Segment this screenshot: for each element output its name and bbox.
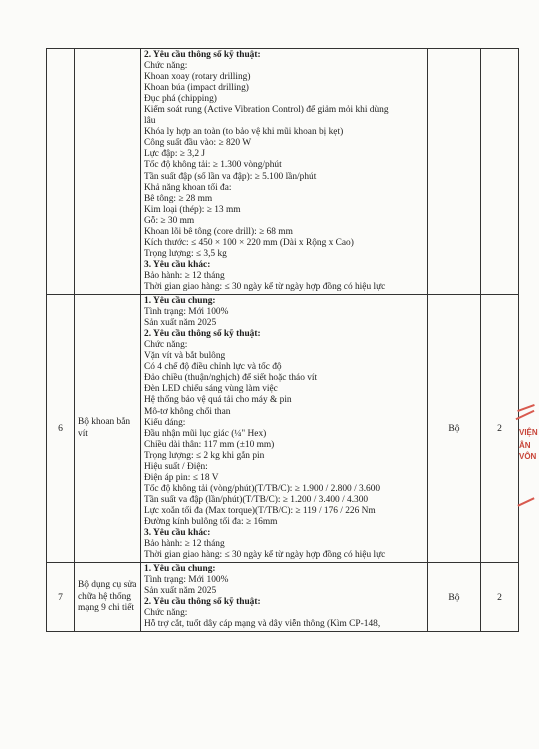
red-seal-stamp <box>511 395 538 535</box>
spec-line: Vặn vít và bắt bulông <box>144 351 226 362</box>
specification-table <box>46 48 519 632</box>
spec-line: Khoan xoay (rotary drilling) <box>144 72 251 83</box>
row-number: 6 <box>58 423 63 435</box>
quantity-value: 2 <box>497 591 502 603</box>
spec-line: Sản xuất năm 2025 <box>144 586 217 597</box>
spec-line: Khả năng khoan tối đa: <box>144 182 232 193</box>
spec-line: Đảo chiều (thuận/nghịch) để siết hoặc tháo vít <box>144 373 318 384</box>
spec-line: Tần suất va đập (lần/phút)(T/TB/C): ≥ 1.200 / 3.400 / 4.300 <box>144 494 369 505</box>
row-number-cell <box>47 295 75 563</box>
section-heading: 2. Yêu cầu thông số kỹ thuật: <box>144 597 261 608</box>
spec-line: Tốc độ không tải (vòng/phút)(T/TB/C): ≥ 1.900 / 2.800 / 3.600 <box>144 483 381 494</box>
spec-line: Công suất đầu vào: ≥ 820 W <box>144 138 252 149</box>
spec-line: Lực xoắn tối đa (Max torque)(T/TB/C): ≥ 119 / 176 / 226 Nm <box>144 505 376 516</box>
unit-value: Bộ <box>448 591 460 603</box>
item-name-cell <box>75 563 141 632</box>
quantity-value: 2 <box>497 423 502 435</box>
section-heading: 3. Yêu cầu khác: <box>144 259 211 270</box>
spec-line: Gỗ: ≥ 30 mm <box>144 215 195 226</box>
spec-line: Chức năng: <box>144 340 188 351</box>
spec-line: Hiệu suất / Điện: <box>144 461 208 472</box>
spec-line: Chiều dài thân: 117 mm (±10 mm) <box>144 439 275 450</box>
spec-line: Tình trạng: Mới 100% <box>144 575 229 586</box>
seal-text: VIỆN <box>519 428 538 437</box>
row-number-cell <box>47 563 75 632</box>
spec-line: Điện áp pin: ≤ 18 V <box>144 472 219 483</box>
row-number: 7 <box>58 591 63 603</box>
item-name-cell <box>75 295 141 563</box>
spec-line: Đục phá (chipping) <box>144 94 217 105</box>
spec-line: Tình trạng: Mới 100% <box>144 307 229 318</box>
spec-line: Bê tông: ≥ 28 mm <box>144 193 213 204</box>
spec-line: Kích thước: ≤ 450 × 100 × 220 mm (Dài x Rộng x Cao) <box>144 237 354 248</box>
spec-line: Trọng lượng: ≤ 3,5 kg <box>144 248 227 259</box>
spec-line: Khóa ly hợp an toàn (to bảo vệ khi mũi khoan bị kẹt) <box>144 127 344 138</box>
spec-line: Đường kính bulông tối đa: ≥ 16mm <box>144 516 278 527</box>
spec-line: Khoan búa (impact drilling) <box>144 83 249 94</box>
spec-line: Bảo hành: ≥ 12 tháng <box>144 270 225 281</box>
spec-line: lâu <box>144 116 156 127</box>
spec-line: Chức năng: <box>144 61 188 72</box>
specification-cell <box>141 563 428 632</box>
quantity-cell <box>481 563 519 632</box>
spec-line: Tần suất đập (số lần va đập): ≥ 5.100 lần/phút <box>144 171 317 182</box>
spec-line: Đèn LED chiếu sáng vùng làm việc <box>144 384 278 395</box>
spec-line: Thời gian giao hàng: ≤ 30 ngày kể từ ngày hợp đồng có hiệu lực <box>144 281 386 292</box>
item-name: Bộ khoan bắn vít <box>78 417 131 439</box>
spec-line: Thời gian giao hàng: ≤ 30 ngày kể từ ngày hợp đồng có hiệu lực <box>144 550 386 561</box>
spec-line: Hỗ trợ cắt, tuốt dây cáp mạng và dây viễn thông (Kìm CP-148, <box>144 619 381 630</box>
spec-line: Có 4 chế độ điều chỉnh lực và tốc độ <box>144 362 282 373</box>
seal-arc <box>517 497 534 506</box>
spec-line: Sản xuất năm 2025 <box>144 318 217 329</box>
spec-line: Bảo hành: ≥ 12 tháng <box>144 539 225 550</box>
unit-cell <box>428 295 481 563</box>
spec-line: Kiểu dáng: <box>144 417 186 428</box>
seal-text: VÔN <box>519 452 537 461</box>
spec-line: Hệ thống bảo vệ quá tải cho máy & pin <box>144 395 292 406</box>
spec-line: Khoan lõi bê tông (core drill): ≥ 68 mm <box>144 226 293 237</box>
section-heading: 3. Yêu cầu khác: <box>144 528 211 539</box>
spec-line: Kiểm soát rung (Active Vibration Control) để giảm mỏi khi dùng <box>144 105 389 116</box>
spec-line: Kim loại (thép): ≥ 13 mm <box>144 204 241 215</box>
spec-line: Lực đập: ≥ 3,2 J <box>144 149 205 160</box>
spec-line: Trọng lượng: ≤ 2 kg khi gắn pin <box>144 450 265 461</box>
specification-cell <box>141 295 428 563</box>
unit-cell <box>428 563 481 632</box>
item-name-cell <box>75 49 141 295</box>
spec-line: Tốc độ không tải: ≥ 1.300 vòng/phút <box>144 160 282 171</box>
table-row <box>47 295 519 563</box>
section-heading: 2. Yêu cầu thông số kỹ thuật: <box>144 329 261 340</box>
unit-cell <box>428 49 481 295</box>
specification-cell <box>141 49 428 295</box>
item-name: Bộ dụng cụ sửa chữa hệ thống mạng 9 chi tiết <box>78 580 137 614</box>
section-heading: 2. Yêu cầu thông số kỹ thuật: <box>144 50 261 60</box>
unit-value: Bộ <box>448 423 460 435</box>
quantity-cell <box>481 49 519 295</box>
spec-line: Chức năng: <box>144 608 188 619</box>
table-row <box>47 563 519 632</box>
section-heading: 1. Yêu cầu chung: <box>144 296 216 307</box>
table-row <box>47 49 519 295</box>
row-number-cell <box>47 49 75 295</box>
spec-line: Đầu nhận mũi lục giác (¼" Hex) <box>144 428 267 439</box>
spec-line: Mô-tơ không chổi than <box>144 406 231 417</box>
section-heading: 1. Yêu cầu chung: <box>144 564 216 575</box>
seal-text: ÂN <box>519 441 531 450</box>
